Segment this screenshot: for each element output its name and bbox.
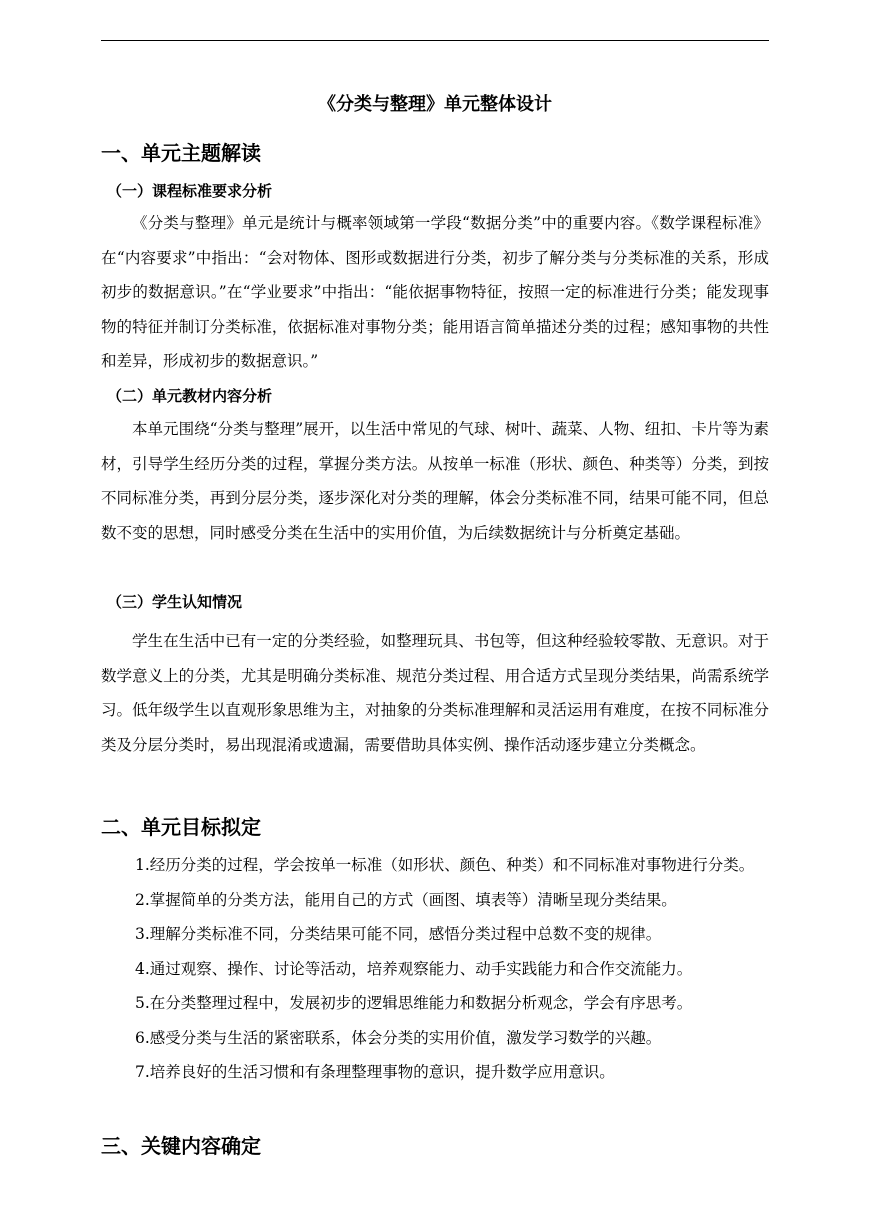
goal-item: 2.掌握简单的分类方法，能用自己的方式（画图、填表等）清晰呈现分类结果。 <box>135 890 677 909</box>
paragraph-curriculum-standard: 《分类与整理》单元是统计与概率领域第一学段“数据分类”中的重要内容。《数学课程标准》在“内容要求”中指出：“会对物体、图形或数据进行分类，初步了解分类与分类标准的关系，形成初步的数据意识。”在“学业要求”中指出：“能依据事物特征，按照一定的标准进行分类；能发现事物的特征并制订分类标准，依据标准对事物分类；能用语言简单描述分类的过程；感知事物的共性和差异，形成初步的数据意识。” <box>101 214 769 370</box>
header-rule <box>101 40 769 41</box>
section-heading-key-content: 三、关键内容确定 <box>101 1134 261 1158</box>
subsection-heading-textbook-content: （二）单元教材内容分析 <box>107 387 273 405</box>
goal-item: 1.经历分类的过程，学会按单一标准（如形状、颜色、种类）和不同标准对事物进行分类。 <box>135 856 755 874</box>
goal-item: 4.通过观察、操作、讨论等活动，培养观察能力、动手实践能力和合作交流能力。 <box>135 959 693 978</box>
document-page <box>101 0 769 1230</box>
document-title: 《分类与整理》单元整体设计 <box>318 94 552 115</box>
paragraph-textbook-content: 本单元围绕“分类与整理”展开，以生活中常见的气球、树叶、蔬菜、人物、纽扣、卡片等为素材，引导学生经历分类的过程，掌握分类方法。从按单一标准（形状、颜色、种类等）分类，到按不同标准分类，再到分层分类，逐步深化对分类的理解，体会分类标准不同，结果可能不同，但总数不变的思想，同时感受分类在生活中的实用价值，为后续数据统计与分析奠定基础。 <box>101 420 769 542</box>
goal-item: 6.感受分类与生活的紧密联系，体会分类的实用价值，激发学习数学的兴趣。 <box>135 1028 662 1047</box>
goal-item: 7.培养良好的生活习惯和有条理整理事物的意识，提升数学应用意识。 <box>135 1063 615 1081</box>
section-heading-unit-theme: 一、单元主题解读 <box>101 141 261 165</box>
subsection-heading-curriculum-standard: （一）课程标准要求分析 <box>107 182 273 200</box>
goal-item: 3.理解分类标准不同，分类结果可能不同，感悟分类过程中总数不变的规律。 <box>135 925 662 943</box>
subsection-heading-student-cognition: （三）学生认知情况 <box>107 593 243 611</box>
paragraph-student-cognition: 学生在生活中已有一定的分类经验，如整理玩具、书包等，但这种经验较零散、无意识。对于数学意义上的分类，尤其是明确分类标准、规范分类过程、用合适方式呈现分类结果，尚需系统学习。低年级学生以直观形象思维为主，对抽象的分类标准理解和灵活运用有难度，在按不同标准分类及分层分类时，易出现混淆或遗漏，需要借助具体实例、操作活动逐步建立分类概念。 <box>101 632 769 754</box>
goal-item: 5.在分类整理过程中，发展初步的逻辑思维能力和数据分析观念，学会有序思考。 <box>135 994 693 1012</box>
goal-list <box>101 848 769 1090</box>
section-heading-unit-goals: 二、单元目标拟定 <box>101 815 261 839</box>
